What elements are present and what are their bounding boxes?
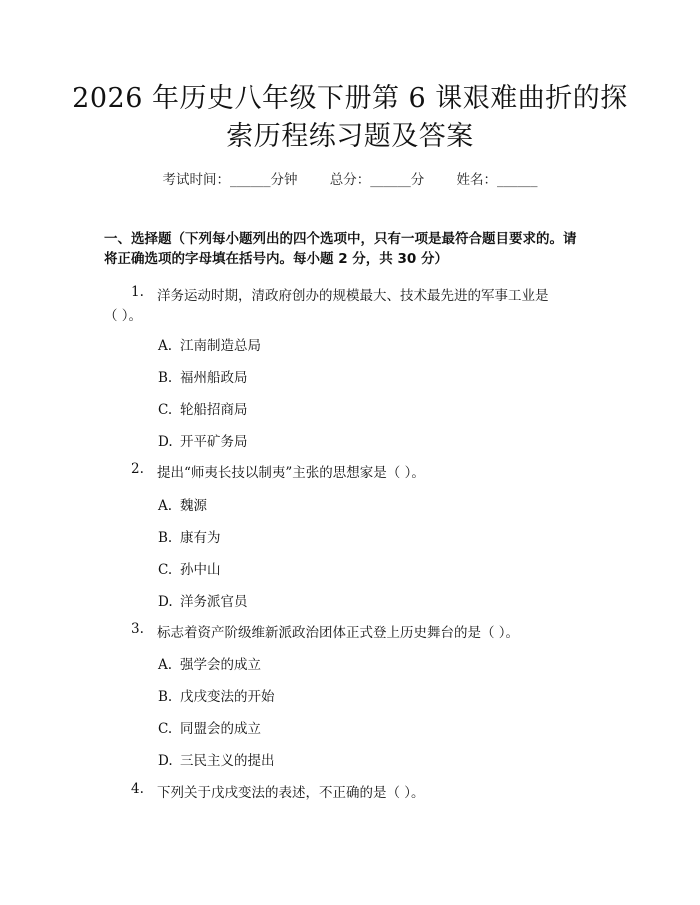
section-heading-line-1: 一、选择题（下列每小题列出的四个选项中，只有一项是最符合题目要求的。请 — [104, 231, 577, 247]
question-1-continuation: （ ）。 — [104, 308, 143, 324]
option-text: 魏源 — [180, 498, 207, 514]
question-1-option-a — [158, 334, 261, 354]
exam-time-blank: ______分钟 — [229, 172, 298, 188]
option-text: 福州船政局 — [180, 370, 248, 386]
question-number: 2. — [131, 461, 144, 477]
question-2-option-d — [158, 590, 248, 610]
option-text: 轮船招商局 — [180, 402, 248, 418]
question-1-option-d — [158, 430, 248, 450]
option-letter: B. — [158, 370, 173, 386]
exam-meta — [0, 168, 700, 188]
exam-time-label: 考试时间： — [162, 172, 230, 188]
option-text: 强学会的成立 — [180, 657, 261, 673]
question-3-option-c — [158, 717, 261, 737]
option-letter: B. — [158, 689, 173, 705]
option-letter: C. — [158, 721, 173, 737]
option-letter: C. — [158, 562, 173, 578]
option-text: 开平矿务局 — [180, 434, 248, 450]
option-letter: A. — [158, 338, 173, 354]
question-text: 下列关于戊戌变法的表述，不正确的是（ ）。 — [157, 785, 425, 801]
document-title-line-1: 2026 年历史八年级下册第 6 课艰难曲折的探 — [72, 83, 628, 114]
option-letter: B. — [158, 530, 173, 546]
question-1-option-b — [158, 366, 248, 386]
option-text: 戊戌变法的开始 — [180, 689, 275, 705]
option-text: 同盟会的成立 — [180, 721, 261, 737]
student-name — [457, 172, 538, 188]
question-number: 3. — [131, 621, 144, 637]
option-text: 康有为 — [180, 530, 221, 546]
option-text: 孙中山 — [180, 562, 221, 578]
question-2-option-b — [158, 526, 221, 546]
total-score-label: 总分： — [329, 172, 371, 188]
question-number: 4. — [131, 781, 144, 797]
option-text: 江南制造总局 — [180, 338, 261, 354]
student-name-blank: ______ — [497, 172, 538, 188]
option-text: 洋务派官员 — [180, 594, 248, 610]
option-letter: D. — [158, 753, 173, 769]
option-letter: D. — [158, 594, 173, 610]
option-letter: A. — [158, 498, 173, 514]
question-3-option-d — [158, 749, 275, 769]
question-text: 洋务运动时期，清政府创办的规模最大、技术最先进的军事工业是 — [157, 288, 549, 304]
question-2-option-c — [158, 558, 221, 578]
question-3-option-a — [158, 653, 261, 673]
student-name-label: 姓名： — [456, 172, 498, 188]
option-letter: C. — [158, 402, 173, 418]
section-heading-line-2: 将正确选项的字母填在括号内。每小题 2 分，共 30 分） — [104, 251, 448, 267]
option-text: 三民主义的提出 — [180, 753, 275, 769]
question-3-option-b — [158, 685, 275, 705]
exam-time — [162, 172, 297, 188]
question-2-option-a — [158, 494, 207, 514]
question-1-option-c — [158, 398, 248, 418]
total-score-blank: ______分 — [370, 172, 425, 188]
question-text: 标志着资产阶级维新派政治团体正式登上历史舞台的是（ ）。 — [157, 625, 520, 641]
question-number: 1. — [131, 284, 144, 300]
question-text: 提出“师夷长技以制夷”主张的思想家是（ ）。 — [157, 465, 425, 481]
total-score — [330, 172, 425, 188]
option-letter: A. — [158, 657, 173, 673]
option-letter: D. — [158, 434, 173, 450]
document-title-line-2: 索历程练习题及答案 — [226, 121, 474, 152]
